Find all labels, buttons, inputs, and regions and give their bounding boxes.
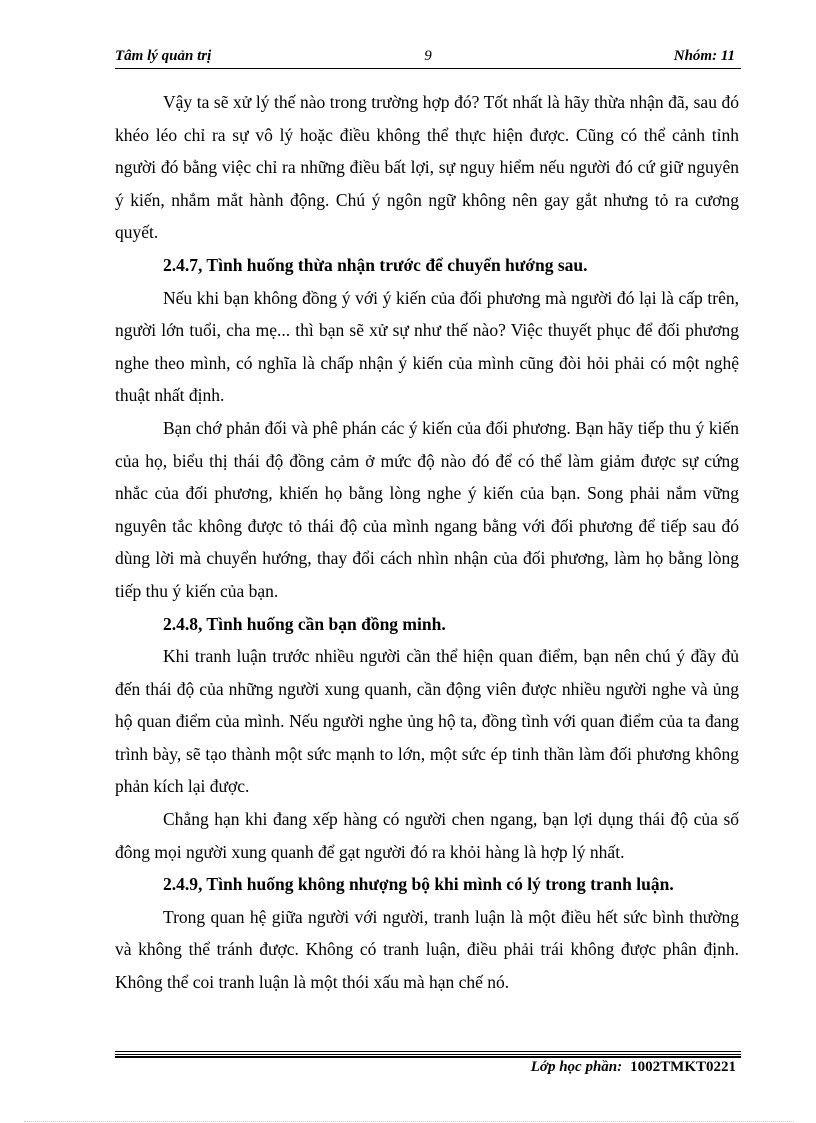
page-bottom-border xyxy=(24,1121,794,1122)
header-course-title: Tâm lý quản trị xyxy=(115,48,212,64)
header-page-number: 9 xyxy=(424,48,432,64)
header-group-label: Nhóm: 11 xyxy=(673,48,735,64)
footer-class-code: 1002TMKT0221 xyxy=(630,1059,736,1075)
header-divider xyxy=(115,68,741,69)
footer-divider xyxy=(115,1051,741,1058)
page-header xyxy=(115,48,741,66)
section-heading-2-4-7: 2.4.7, Tình huống thừa nhận trước để chuyển hướng sau. xyxy=(163,254,588,275)
section-heading-2-4-8: 2.4.8, Tình huống cần bạn đồng minh. xyxy=(163,613,446,634)
page-footer xyxy=(531,1059,736,1076)
paragraph: Khi tranh luận trước nhiều người cần thể hiện quan điểm, bạn nên chú ý đầy đủ đến thái độ của những người xung quanh, cần động viên được nhiều người nghe và ủng hộ quan điểm của mình. Nếu người nghe ủng hộ ta, đồng tình với quan điểm của ta đang trình bày, sẽ tạo thành một sức mạnh to lớn, một sức ép tinh thần làm đối phương không phản kích lại được. xyxy=(115,646,739,797)
paragraph: Vậy ta sẽ xử lý thế nào trong trường hợp đó? Tốt nhất là hãy thừa nhận đã, sau đó khéo léo chỉ ra sự vô lý hoặc điều không thể thực hiện được. Cũng có thể cảnh tỉnh người đó bằng việc chỉ ra những điều bất lợi, sự nguy hiểm nếu người đó cứ giữ nguyên ý kiến, nhắm mắt hành động. Chú ý ngôn ngữ không nên gay gắt nhưng tỏ ra cương quyết. xyxy=(115,92,739,243)
paragraph: Trong quan hệ giữa người với người, tranh luận là một điều hết sức bình thường và không thể tránh được. Không có tranh luận, điều phải trái không được phân định. Không thể coi tranh luận là một thói xấu mà hạn chế nó. xyxy=(115,906,739,993)
paragraph: Nếu khi bạn không đồng ý với ý kiến của đối phương mà người đó lại là cấp trên, người lớn tuổi, cha mẹ... thì bạn sẽ xử sự như thế nào? Việc thuyết phục để đối phương nghe theo mình, có nghĩa là chấp nhận ý kiến của mình cũng đòi hỏi phải có một nghệ thuật nhất định. xyxy=(115,287,739,406)
section-heading-2-4-9: 2.4.9, Tình huống không nhượng bộ khi mình có lý trong tranh luận. xyxy=(163,874,674,895)
paragraph: Chẳng hạn khi đang xếp hàng có người chen ngang, bạn lợi dụng thái độ của số đông mọi người xung quanh để gạt người đó ra khỏi hàng là hợp lý nhất. xyxy=(115,809,739,862)
document-body xyxy=(115,86,739,999)
footer-class-label: Lớp học phần: xyxy=(530,1059,623,1075)
paragraph: Bạn chớ phản đối và phê phán các ý kiến của đối phương. Bạn hãy tiếp thu ý kiến của họ, biểu thị thái độ đồng cảm ở mức độ nào đó để có thể làm giảm được sự cứng nhắc của đối phương, khiến họ bằng lòng nghe ý kiến của bạn. Song phải nắm vững nguyên tắc không được tỏ thái độ của mình ngang bằng với đối phương để tiếp sau đó dùng lời mà chuyển hướng, thay đổi cách nhìn nhận của đối phương, làm họ bằng lòng tiếp thu ý kiến của bạn. xyxy=(115,417,739,601)
